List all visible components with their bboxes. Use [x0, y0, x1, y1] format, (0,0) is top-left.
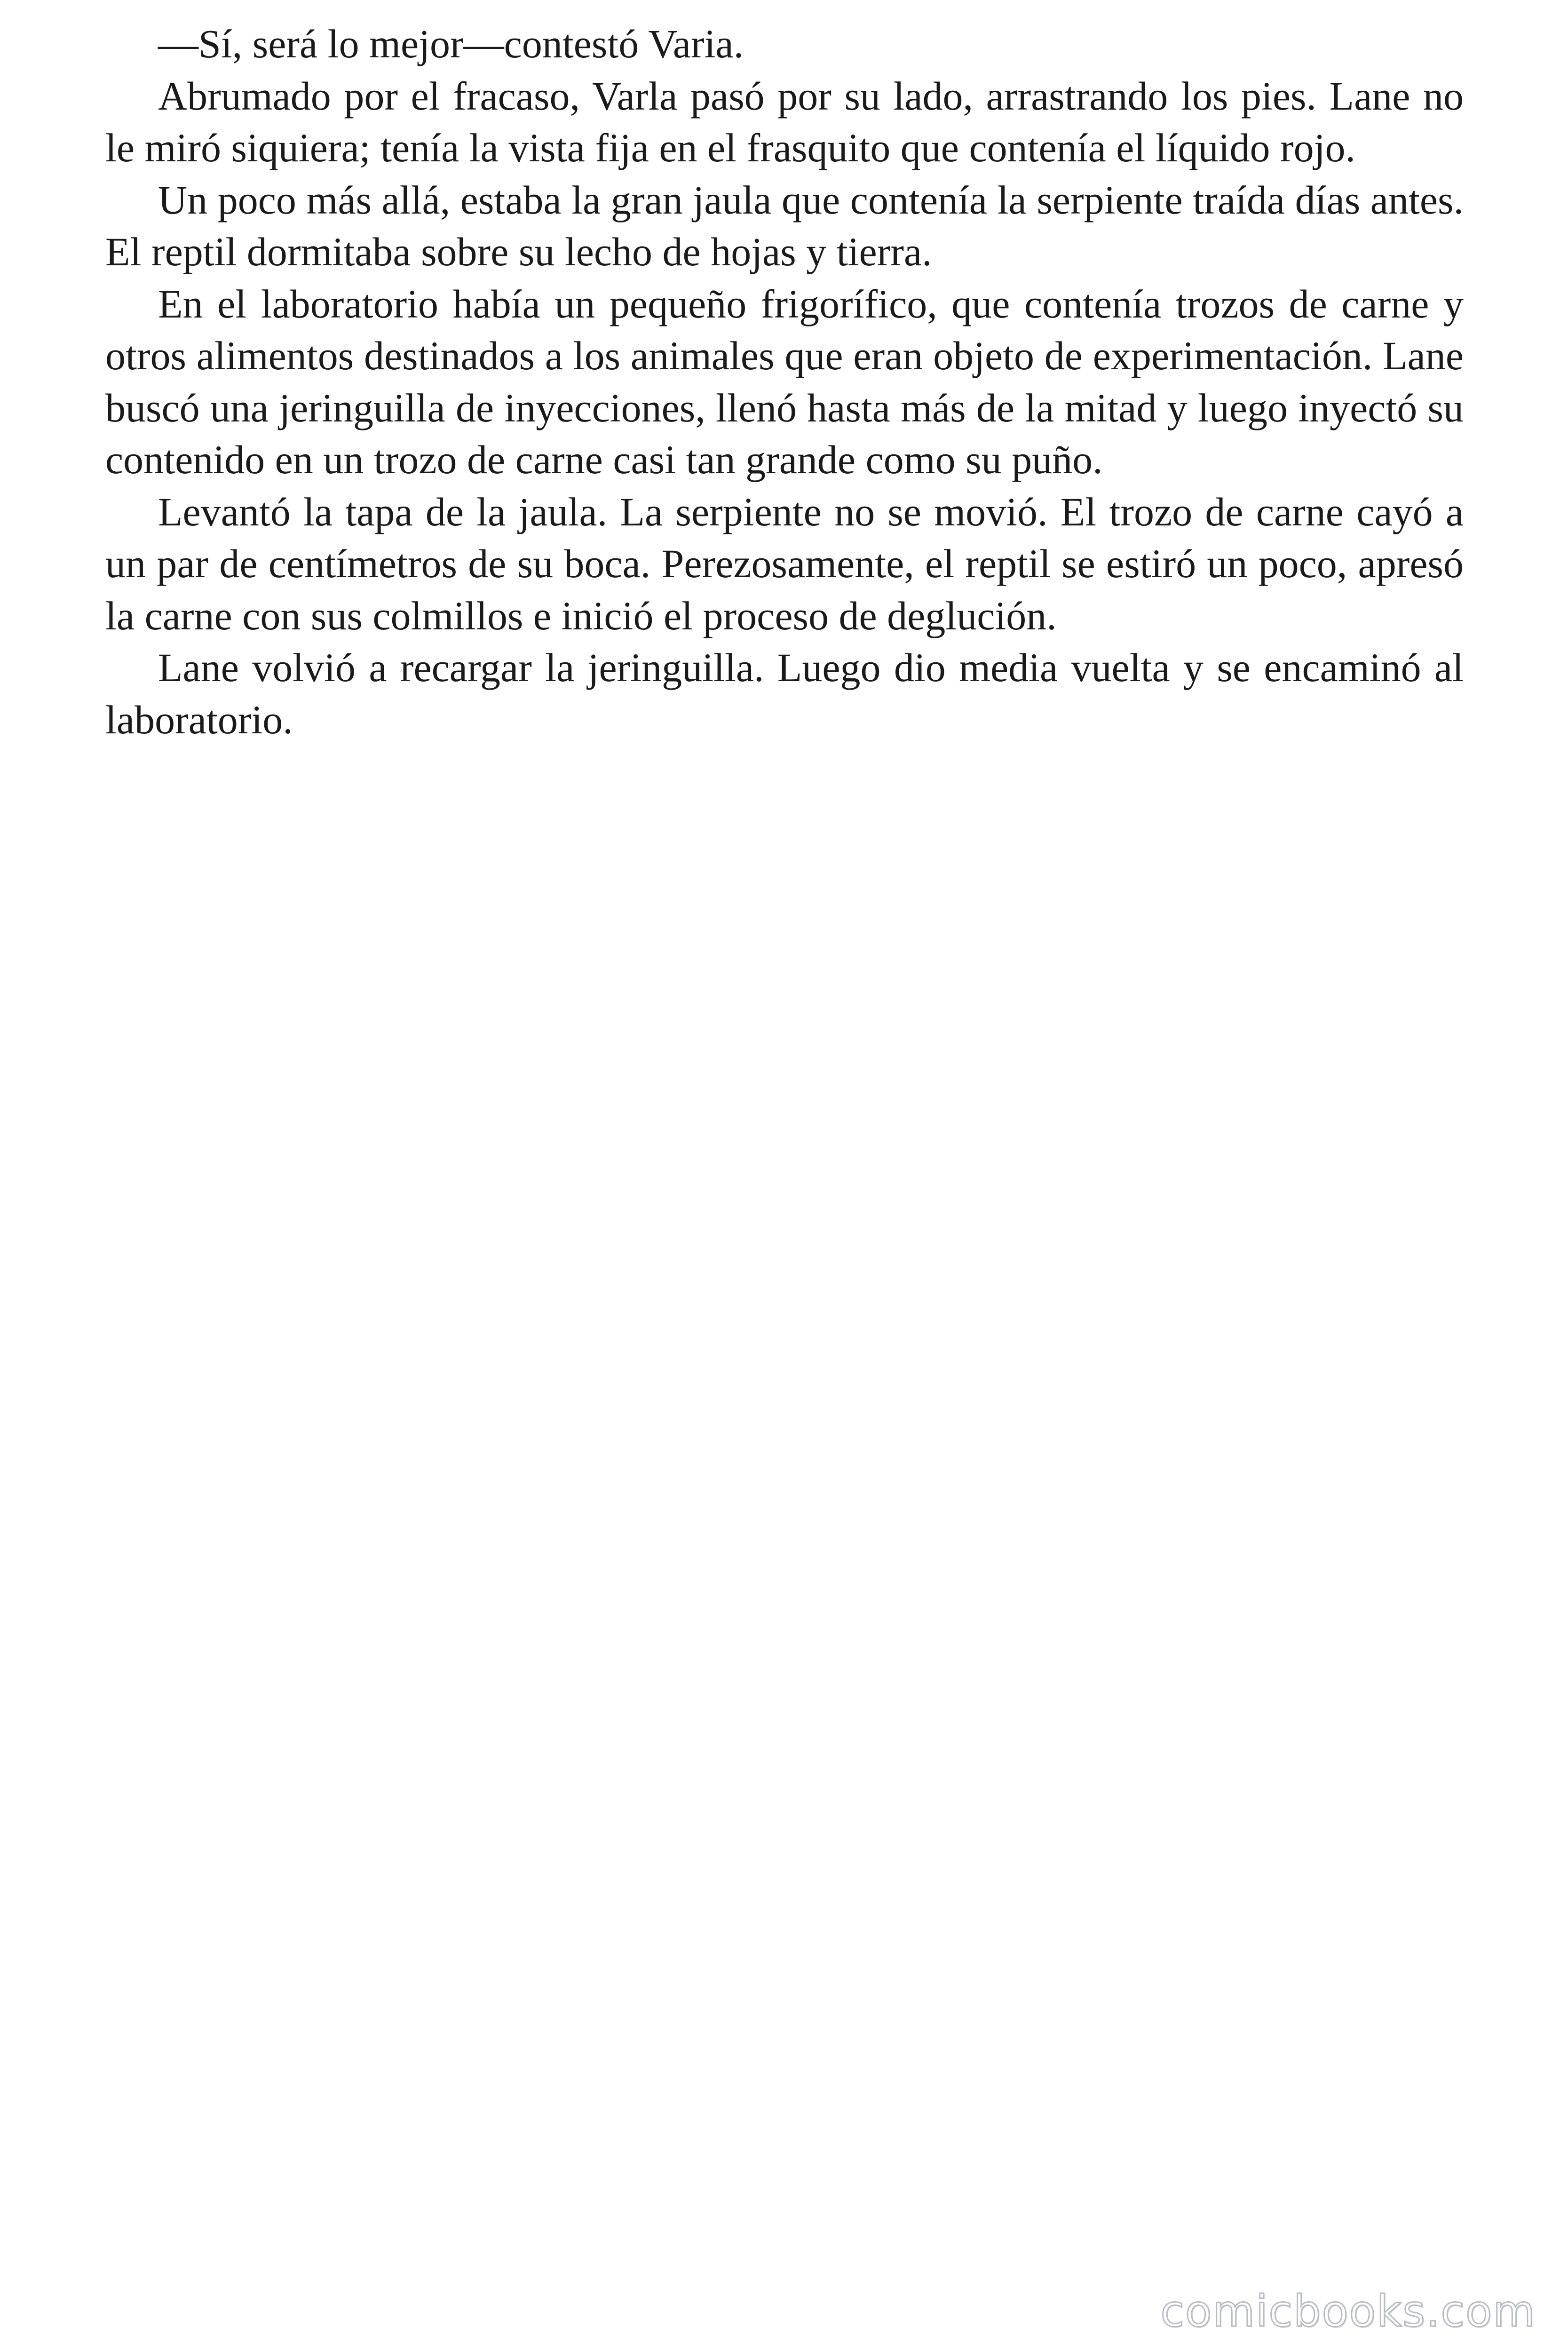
paragraph-2: Abrumado por el fracaso, Varla pasó por su lado, arrastrando los pies. Lane no le miró siquiera; tenía la vista fija en el frasquito que contenía el líquido rojo.	[105, 73, 1464, 170]
paragraph-4: En el laboratorio había un pequeño frigorífico, que contenía trozos de carne y otros alimentos destinados a los animales que eran objeto de experimentación. Lane buscó una jeringuilla de inyecciones, llenó hasta más de la mitad y luego inyectó su contenido en un trozo de carne casi tan grande como su puño.	[105, 281, 1464, 482]
paragraph-5: Levantó la tapa de la jaula. La serpiente no se movió. El trozo de carne cayó a un par de centímetros de su boca. Perezosamente, el reptil se estiró un poco, apresó la carne con sus colmillos e inició el proceso de deglución.	[105, 489, 1464, 638]
paragraph-1: —Sí, será lo mejor—contestó Varia.	[158, 21, 744, 66]
paragraph-3: Un poco más allá, estaba la gran jaula que contenía la serpiente traída días antes. El reptil dormitaba sobre su lecho de hojas y tierra.	[105, 177, 1464, 274]
watermark: comicbooks.com	[1160, 2286, 1536, 2336]
paragraph-6: Lane volvió a recargar la jeringuilla. Luego dio media vuelta y se encaminó al laboratorio.	[105, 645, 1464, 742]
body-text	[105, 18, 1464, 746]
